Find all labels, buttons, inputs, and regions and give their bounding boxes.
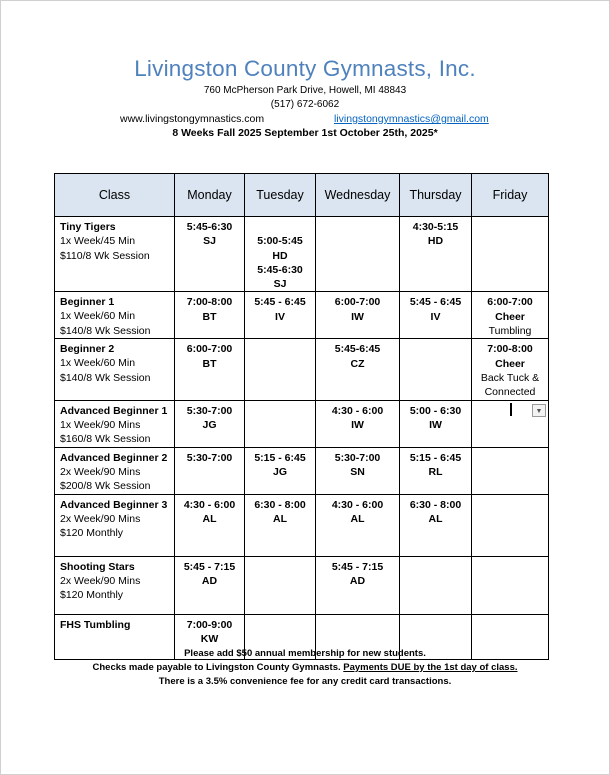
class-time: 5:45 - 6:45 bbox=[409, 296, 462, 309]
class-info: SJ bbox=[203, 235, 216, 248]
class-info: BT bbox=[202, 357, 217, 370]
class-detail: $140/8 Wk Session bbox=[60, 324, 151, 337]
class-name: Tiny Tigers bbox=[60, 221, 116, 233]
schedule-cell-tuesday bbox=[245, 217, 316, 292]
class-time: 5:45-6:30 bbox=[186, 221, 233, 233]
schedule-cell-friday bbox=[472, 447, 549, 494]
class-info: IV bbox=[275, 310, 285, 323]
col-header-monday: Monday bbox=[175, 174, 245, 217]
class-time: 6:30 - 8:00 bbox=[254, 498, 306, 511]
class-detail: $120 Monthly bbox=[60, 589, 124, 602]
schedule-cell-friday bbox=[472, 217, 549, 292]
table-row bbox=[55, 447, 549, 494]
class-info: Cheer bbox=[495, 357, 525, 370]
class-info: IW bbox=[351, 310, 364, 323]
class-detail: $160/8 Wk Session bbox=[60, 433, 151, 446]
class-time: 5:15 - 6:45 bbox=[409, 451, 462, 464]
class-info: AL bbox=[273, 512, 287, 525]
class-info: AL bbox=[202, 512, 217, 525]
class-info: IW bbox=[351, 418, 364, 431]
class-time bbox=[245, 220, 315, 234]
col-header-tuesday: Tuesday bbox=[245, 174, 316, 217]
class-info: AL bbox=[350, 512, 365, 525]
class-detail: $140/8 Wk Session bbox=[60, 371, 151, 384]
schedule-cell-monday bbox=[175, 556, 245, 614]
class-name: FHS Tumbling bbox=[60, 618, 131, 631]
schedule-cell-tuesday bbox=[245, 494, 316, 556]
class-cell bbox=[55, 494, 175, 556]
schedule-cell-friday bbox=[472, 400, 549, 447]
schedule-cell-thursday bbox=[400, 494, 472, 556]
class-time: 6:00-7:00 bbox=[334, 296, 381, 309]
footer-checks-text: Checks made payable to Livingston County Gymnasts. bbox=[92, 662, 344, 673]
class-detail: 2x Week/90 Mins bbox=[60, 574, 141, 587]
footer-payment-note bbox=[0, 662, 610, 673]
schedule-cell-thursday bbox=[400, 400, 472, 447]
session-title: 8 Weeks Fall 2025 September 1st October 25th, 2025* bbox=[172, 127, 438, 139]
class-info: Tumbling bbox=[488, 325, 532, 338]
text-cursor bbox=[510, 403, 512, 416]
table-row bbox=[55, 339, 549, 400]
footer-membership-note: Please add $50 annual membership for new students. bbox=[184, 648, 426, 659]
class-time: 5:00 - 6:30 bbox=[409, 404, 462, 417]
class-info: IW bbox=[429, 418, 442, 431]
class-cell bbox=[55, 400, 175, 447]
class-cell bbox=[55, 556, 175, 614]
class-detail: 1x Week/90 Mins bbox=[60, 418, 141, 431]
class-info: SN bbox=[350, 465, 365, 478]
class-name: Shooting Stars bbox=[60, 560, 135, 573]
schedule-cell-thursday bbox=[400, 339, 472, 400]
class-time: 5:30-7:00 bbox=[186, 404, 233, 417]
class-time: 5:30-7:00 bbox=[334, 451, 381, 464]
table-row bbox=[55, 217, 549, 292]
class-detail: 1x Week/60 Min bbox=[60, 310, 136, 323]
col-header-class: Class bbox=[55, 174, 175, 217]
schedule-cell-friday bbox=[472, 339, 549, 400]
class-time: 4:30 - 6:00 bbox=[183, 498, 236, 511]
class-info: JG bbox=[202, 418, 217, 431]
class-info: JG bbox=[272, 465, 287, 478]
class-time: 6:30 - 8:00 bbox=[409, 498, 462, 511]
class-info: 5:00-5:45 bbox=[257, 235, 303, 248]
website-text: www.livingstongymnastics.com bbox=[120, 113, 265, 125]
schedule-cell-friday bbox=[472, 556, 549, 614]
class-time: 7:00-8:00 bbox=[186, 296, 233, 309]
footer-payment-due-text: Payments DUE by the 1st day of class. bbox=[343, 662, 518, 673]
schedule-cell-tuesday bbox=[245, 292, 316, 339]
class-time: 6:00-7:00 bbox=[487, 296, 533, 309]
class-time: 5:15 - 6:45 bbox=[254, 451, 306, 464]
class-detail: 2x Week/90 Mins bbox=[60, 512, 141, 525]
class-time: 5:45 - 7:15 bbox=[183, 560, 236, 573]
class-info: KW bbox=[200, 632, 219, 645]
class-info: RL bbox=[428, 465, 443, 478]
class-schedule-table bbox=[54, 173, 549, 660]
schedule-cell-tuesday bbox=[245, 556, 316, 614]
class-detail: 1x Week/60 Min bbox=[60, 357, 136, 370]
class-info: Cheer bbox=[495, 310, 525, 323]
schedule-cell-thursday bbox=[400, 556, 472, 614]
class-name: Advanced Beginner 1 bbox=[60, 404, 168, 417]
class-info: HD bbox=[272, 249, 288, 262]
schedule-cell-friday bbox=[472, 292, 549, 339]
org-phone: (517) 672-6062 bbox=[270, 99, 340, 110]
class-info: IV bbox=[430, 310, 441, 323]
table-row bbox=[55, 494, 549, 556]
class-time: 4:30 - 6:00 bbox=[331, 404, 384, 417]
class-time: 4:30 - 6:00 bbox=[331, 498, 384, 511]
schedule-cell-monday bbox=[175, 339, 245, 400]
schedule-cell-wednesday bbox=[316, 447, 400, 494]
schedule-cell-monday bbox=[175, 400, 245, 447]
schedule-cell-wednesday bbox=[316, 217, 400, 292]
class-detail: $200/8 Wk Session bbox=[60, 480, 151, 493]
col-header-thursday: Thursday bbox=[400, 174, 472, 217]
schedule-cell-wednesday bbox=[316, 400, 400, 447]
schedule-cell-friday bbox=[472, 494, 549, 556]
org-address: 760 McPherson Park Drive, Howell, MI 48843 bbox=[203, 85, 407, 96]
class-time: 4:30-5:15 bbox=[412, 221, 459, 233]
schedule-cell-wednesday bbox=[316, 556, 400, 614]
class-time: 7:00-8:00 bbox=[487, 343, 533, 356]
class-info: AL bbox=[428, 512, 443, 525]
schedule-cell-wednesday bbox=[316, 292, 400, 339]
class-info: 5:45-6:30 bbox=[257, 263, 303, 276]
schedule-cell-wednesday bbox=[316, 339, 400, 400]
col-header-friday: Friday bbox=[472, 174, 549, 217]
class-time: 6:00-7:00 bbox=[186, 343, 233, 356]
class-detail: $110/8 Wk Session bbox=[60, 249, 150, 262]
class-info: AD bbox=[201, 574, 218, 587]
schedule-cell-tuesday bbox=[245, 447, 316, 494]
class-detail: 2x Week/90 Mins bbox=[60, 465, 141, 478]
schedule-cell-monday bbox=[175, 217, 245, 292]
class-info: Back Tuck & bbox=[480, 372, 540, 385]
class-detail: 1x Week/45 Min bbox=[60, 235, 136, 247]
table-row bbox=[55, 556, 549, 614]
table-row bbox=[55, 400, 549, 447]
class-name: Beginner 2 bbox=[60, 343, 115, 356]
class-info: AD bbox=[349, 574, 366, 587]
schedule-cell-monday bbox=[175, 292, 245, 339]
schedule-cell-tuesday bbox=[245, 400, 316, 447]
class-time: 5:30-7:00 bbox=[186, 451, 233, 464]
org-title: Livingston County Gymnasts, Inc. bbox=[134, 56, 476, 81]
class-info: HD bbox=[427, 235, 444, 248]
schedule-cell-wednesday bbox=[316, 494, 400, 556]
class-time: 5:45-6:45 bbox=[334, 343, 381, 356]
class-name: Beginner 1 bbox=[60, 296, 115, 309]
class-time: 5:45 - 7:15 bbox=[331, 560, 384, 573]
schedule-cell-thursday bbox=[400, 292, 472, 339]
class-cell bbox=[55, 339, 175, 400]
class-info: Connected bbox=[484, 386, 536, 399]
class-info: CZ bbox=[350, 357, 365, 370]
class-name: Advanced Beginner 2 bbox=[60, 451, 168, 464]
class-cell bbox=[55, 292, 175, 339]
class-cell bbox=[55, 447, 175, 494]
schedule-cell-monday bbox=[175, 494, 245, 556]
class-time: 5:45 - 6:45 bbox=[254, 296, 306, 309]
class-name: Advanced Beginner 3 bbox=[60, 498, 168, 511]
chevron-down-icon[interactable]: ▼ bbox=[532, 404, 546, 417]
class-info: SJ bbox=[273, 278, 287, 291]
class-info: BT bbox=[202, 310, 217, 323]
footer-fee-note: There is a 3.5% convenience fee for any credit card transactions. bbox=[158, 676, 452, 687]
class-cell bbox=[55, 217, 175, 292]
schedule-cell-thursday bbox=[400, 447, 472, 494]
table-row bbox=[55, 292, 549, 339]
schedule-cell-thursday bbox=[400, 217, 472, 292]
table-header-row bbox=[55, 174, 549, 217]
col-header-wednesday: Wednesday bbox=[316, 174, 400, 217]
email-link[interactable]: livingstongymnastics@gmail.com bbox=[334, 113, 489, 125]
class-time: 7:00-9:00 bbox=[186, 618, 233, 631]
schedule-cell-monday bbox=[175, 447, 245, 494]
schedule-cell-tuesday bbox=[245, 339, 316, 400]
class-detail: $120 Monthly bbox=[60, 527, 124, 540]
